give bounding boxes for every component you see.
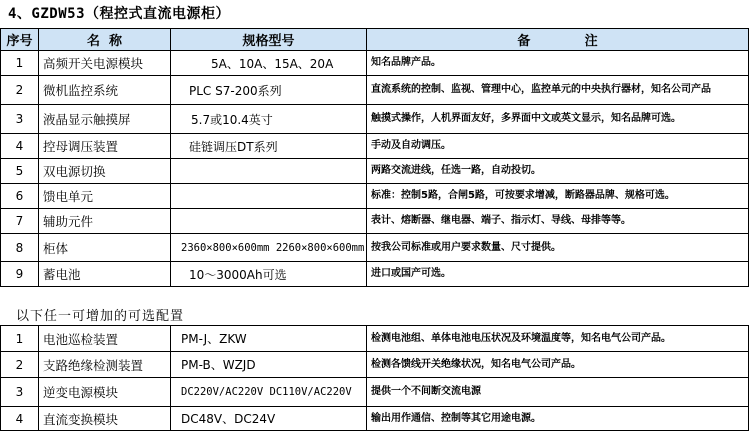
row-name: 逆变电源模块 xyxy=(39,378,171,407)
row-name: 液晶显示触摸屏 xyxy=(39,105,171,134)
table-row xyxy=(1,209,749,234)
row-note: 提供一个不间断交流电源 xyxy=(367,378,749,407)
row-name: 直流变换模块 xyxy=(39,407,171,431)
page-title: 4、GZDW53（程控式直流电源柜） xyxy=(8,6,231,22)
row-name: 辅助元件 xyxy=(39,209,171,234)
row-note: 手动及自动调压。 xyxy=(367,134,749,159)
table-row xyxy=(1,378,749,407)
row-note: 进口或国产可选。 xyxy=(367,262,749,287)
row-no: 9 xyxy=(1,262,39,287)
header-spec: 规格型号 xyxy=(171,29,367,51)
row-no: 1 xyxy=(1,326,39,352)
row-name: 微机监控系统 xyxy=(39,76,171,105)
table-row xyxy=(1,184,749,209)
row-spec: 2360×800×600mm 2260×800×600mm xyxy=(171,234,367,262)
table-row xyxy=(1,134,749,159)
row-no: 4 xyxy=(1,407,39,431)
row-spec xyxy=(171,184,367,209)
optional-section-title: 以下任一可增加的可选配置 xyxy=(16,309,185,324)
row-no: 2 xyxy=(1,352,39,378)
row-spec: 5A、10A、15A、20A xyxy=(171,51,367,76)
table-row xyxy=(1,234,749,262)
table-header-row xyxy=(1,29,749,51)
row-note: 表计、熔断器、继电器、端子、指示灯、导线、母排等等。 xyxy=(367,209,749,234)
row-spec: 硅链调压DT系列 xyxy=(171,134,367,159)
row-no: 8 xyxy=(1,234,39,262)
row-note: 直流系统的控制、监视、管理中心，监控单元的中央执行器材，知名公司产品 xyxy=(367,76,749,105)
optional-config-table xyxy=(0,325,749,431)
row-note: 知名品牌产品。 xyxy=(367,51,749,76)
table-row xyxy=(1,407,749,431)
row-name: 馈电单元 xyxy=(39,184,171,209)
row-no: 3 xyxy=(1,105,39,134)
row-spec xyxy=(171,159,367,184)
table-row xyxy=(1,326,749,352)
row-spec: DC48V、DC24V xyxy=(171,407,367,431)
header-name: 名 称 xyxy=(39,29,171,51)
row-note: 检测电池组、单体电池电压状况及环境温度等，知名电气公司产品。 xyxy=(367,326,749,352)
header-no: 序号 xyxy=(1,29,39,51)
row-name: 蓄电池 xyxy=(39,262,171,287)
row-spec xyxy=(171,209,367,234)
row-name: 高频开关电源模块 xyxy=(39,51,171,76)
row-spec: PM-J、ZKW xyxy=(171,326,367,352)
row-name: 柜体 xyxy=(39,234,171,262)
row-note: 两路交流进线，任选一路，自动投切。 xyxy=(367,159,749,184)
row-no: 7 xyxy=(1,209,39,234)
row-no: 4 xyxy=(1,134,39,159)
row-note: 检测各馈线开关绝缘状况，知名电气公司产品。 xyxy=(367,352,749,378)
row-note: 触摸式操作，人机界面友好，多界面中文或英文显示，知名品牌可选。 xyxy=(367,105,749,134)
row-spec: DC220V/AC220V DC110V/AC220V xyxy=(171,378,367,407)
table-row xyxy=(1,76,749,105)
row-no: 3 xyxy=(1,378,39,407)
row-name: 电池巡检装置 xyxy=(39,326,171,352)
row-spec: 5.7或10.4英寸 xyxy=(171,105,367,134)
table-row xyxy=(1,262,749,287)
row-name: 支路绝缘检测装置 xyxy=(39,352,171,378)
row-no: 1 xyxy=(1,51,39,76)
header-note: 备 注 xyxy=(367,29,749,51)
row-spec: PM-B、WZJD xyxy=(171,352,367,378)
row-name: 双电源切换 xyxy=(39,159,171,184)
row-no: 6 xyxy=(1,184,39,209)
row-no: 5 xyxy=(1,159,39,184)
table-row xyxy=(1,105,749,134)
row-spec: 10～3000Ah可选 xyxy=(171,262,367,287)
main-spec-table xyxy=(0,28,749,287)
row-spec: PLC S7-200系列 xyxy=(171,76,367,105)
row-no: 2 xyxy=(1,76,39,105)
table-row xyxy=(1,51,749,76)
row-note: 输出用作通信、控制等其它用途电源。 xyxy=(367,407,749,431)
table-row xyxy=(1,159,749,184)
row-name: 控母调压装置 xyxy=(39,134,171,159)
row-note: 按我公司标准或用户要求数量、尺寸提供。 xyxy=(367,234,749,262)
row-note: 标准：控制5路，合闸5路，可按要求增减，断路器品牌、规格可选。 xyxy=(367,184,749,209)
table-row xyxy=(1,352,749,378)
